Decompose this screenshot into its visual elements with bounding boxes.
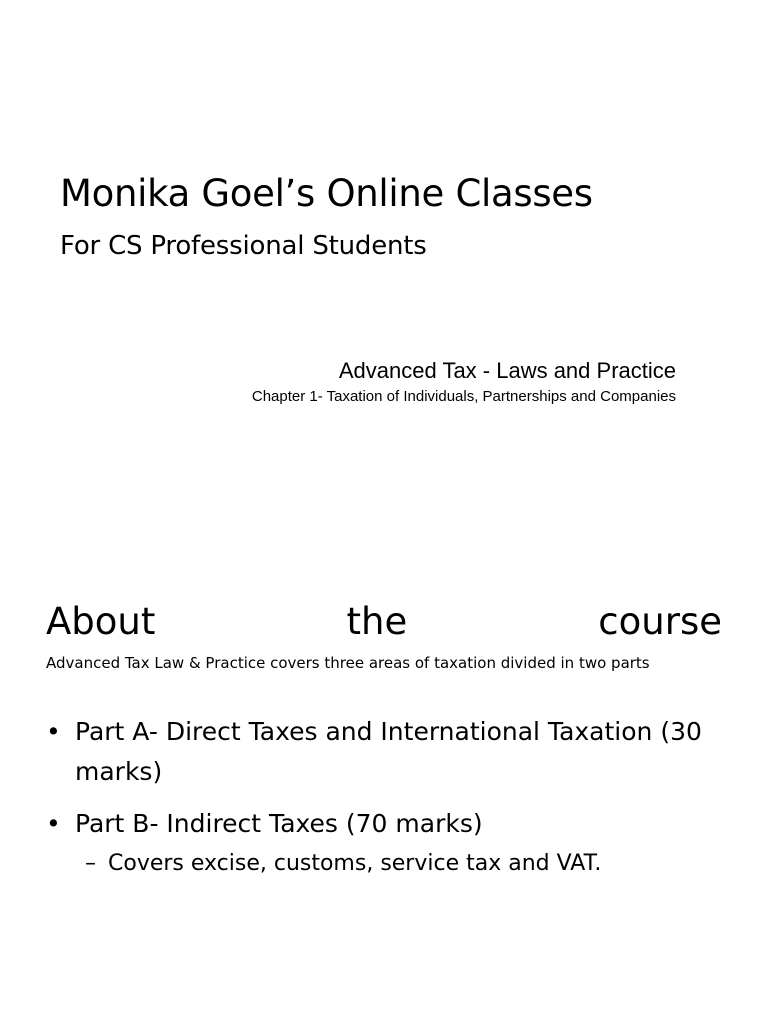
bullet-icon: • [46,717,61,746]
heading-word: the [346,600,408,643]
sub-bullet-list [75,848,736,880]
bullet-icon: • [46,809,61,838]
slide-title: Monika Goel’s Online Classes [60,172,593,215]
course-name: Advanced Tax - Laws and Practice [338,358,676,383]
bullet-item [46,804,736,880]
dash-icon: – [85,851,96,876]
bullet-list [46,712,736,892]
bullet-text: Part A- Direct Taxes and International Taxation (30 marks) [75,717,702,786]
about-course-slide [0,512,768,1024]
heading-word: course [598,600,722,643]
slide-subtitle: For CS Professional Students [60,231,427,261]
course-intro: Advanced Tax Law & Practice covers three areas of taxation divided in two parts [46,654,650,672]
sub-bullet-text: Covers excise, customs, service tax and VAT. [108,851,602,876]
bullet-item [46,712,736,792]
heading-word: About [46,600,156,643]
about-heading [46,596,722,648]
sub-bullet-item [75,848,736,880]
chapter-name: Chapter 1- Taxation of Individuals, Partnerships and Companies [251,388,676,405]
bullet-text: Part B- Indirect Taxes (70 marks) [75,809,483,838]
